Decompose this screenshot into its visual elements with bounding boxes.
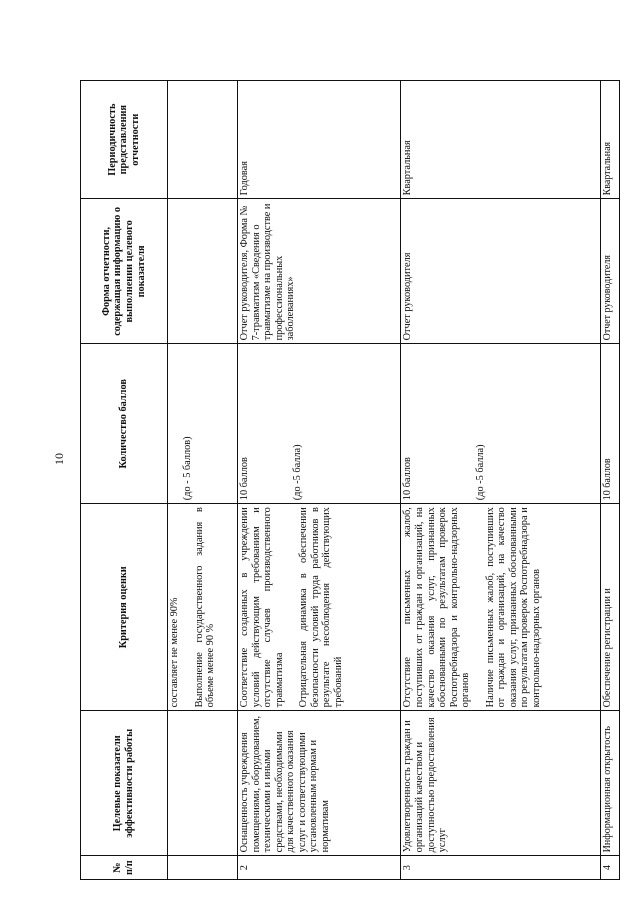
row-indicator [168, 711, 238, 856]
criteria-text: составляет не менее 90% [169, 597, 180, 708]
header-criteria: Критерия оценки [81, 504, 168, 711]
criteria-text: Наличие письменных жалоб, поступивших от граждан и организаций, на качество оказания услуг, признанных обоснованными по результатам проверок Роспотребнадзора и контрольно-надзорных органов [484, 507, 542, 708]
row-indicator: Удовлетворенность граждан и организаций качеством и доступностью предоставления услуг [401, 711, 601, 856]
row-num [168, 856, 238, 880]
row-num: 2 [238, 856, 401, 880]
row-num: 3 [401, 856, 601, 880]
row-points: 10 баллов [601, 344, 620, 504]
header-num: № п/п [81, 856, 168, 880]
header-form: Форма отчетности, содержащая информацию о выполнении целевого показателя [81, 199, 168, 344]
row-criteria: Обеспечение регистрации и [601, 504, 620, 711]
row-points [401, 344, 601, 504]
criteria-text: Выполнение государственного задания в объеме менее 90 % [193, 507, 217, 708]
points-text: 10 баллов [402, 457, 414, 501]
row-criteria [238, 504, 401, 711]
indicators-table [80, 80, 620, 880]
points-text: (до - 5 баллов) [182, 436, 193, 501]
table-row [401, 81, 601, 880]
criteria-text: Соответствие созданных в учреждении условий действующим требованиям и отсутствие случаев производственного травматизма [239, 507, 285, 708]
table-row [168, 81, 238, 880]
row-form: Отчет руководителя [601, 199, 620, 344]
row-points [238, 344, 401, 504]
points-text: (до -5 балла) [474, 444, 486, 501]
row-form [168, 199, 238, 344]
row-period [168, 81, 238, 199]
row-indicator: Оснащенность учреждения помещениями, оборудованием, техническими и иными средствами, необходимыми для качественного оказания услуг и соответствующими установленным нормам и нормативам [238, 711, 401, 856]
row-num: 4 [601, 856, 620, 880]
criteria-text: Отрицательная динамика в обеспечении безопасности условий труда работников в результате несоблюдения действующих требований [298, 507, 344, 708]
row-period: Квартальная [601, 81, 620, 199]
row-period: Квартальная [401, 81, 601, 199]
criteria-text: Отсутствие письменных жалоб, поступивших от граждан и организаций, на качество оказания услуг, признанных обоснованными по результатам проверок Роспотребнадзора и контрольно-надзорных органов [402, 507, 472, 708]
table-row [238, 81, 401, 880]
row-form: Отчет руководителя, Форма № 7-травматизм «Сведения о травматизме на производстве и профессиональных заболеваниях» [238, 199, 401, 344]
header-points: Количество баллов [81, 344, 168, 504]
row-criteria [168, 504, 238, 711]
row-indicator: Информационная открытость [601, 711, 620, 856]
points-text: (до -5 балла) [291, 444, 303, 501]
row-form: Отчет руководителя [401, 199, 601, 344]
row-criteria [401, 504, 601, 711]
rotated-page-content [80, 80, 620, 880]
page-number: 10 [52, 453, 66, 465]
table-row [601, 81, 620, 880]
points-text: 10 баллов [239, 457, 251, 501]
header-indicator: Целевые показатели эффективности работы [81, 711, 168, 856]
header-period: Периодичность представления отчетности [81, 81, 168, 199]
table-header-row [81, 81, 168, 880]
row-period: Годовая [238, 81, 401, 199]
row-points [168, 344, 238, 504]
